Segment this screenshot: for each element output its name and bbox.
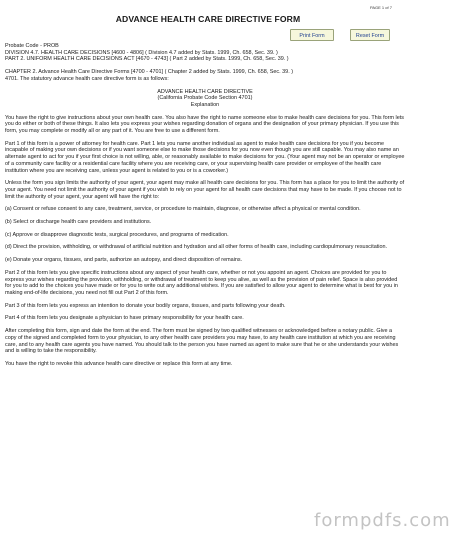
list-item-e: (e) Donate your organs, tissues, and parts, authorize an autopsy, and direct disposition of remains. <box>5 257 243 264</box>
list-item-b: (b) Select or discharge health care providers and institutions. <box>5 219 152 226</box>
page-number: PAGE 1 of 7 <box>370 5 392 10</box>
paragraph: You have the right to give instructions about your own health care. You also have the right to name someone else to make health care decisions for you. This form lets you do either or both of these things. It also lets you express your wishes regarding donation of organs and the designation of your primary physician. If you use this form, you may complete or modify all or any part of it. You are free to use a different form. <box>5 114 404 135</box>
form-heading-section: (California Probate Code Section 4701) <box>157 95 253 102</box>
paragraph: Part 2 of this form lets you give specific instructions about any aspect of your health care, whether or not you appoint an agent. Choices are provided for you to express your wishes regarding the provision, withholding, or withdrawal of treatment to keep you alive, as well as the provision of pain relief. Space is also provided for you to add to the choices you have made or for you to write out any additional wishes. If you are satisfied to allow your agent to determine what is best for you in making end-of-life decisions, you need not fill out Part 2 of this form. <box>5 269 398 296</box>
paragraph: After completing this form, sign and date the form at the end. The form must be signed by two qualified witnesses or acknowledged before a notary public. Give a copy of the signed and completed form to your physician, to any other health care providers you may have, to any health care institution at which you are receiving care, and to any health care agents you have named. You should talk to the person you have named as agent to make sure that he or she understands your wishes and is willing to take the responsibility. <box>5 328 399 355</box>
citation-part: PART 2. UNIFORM HEALTH CARE DECISIONS ACT [4670 - 4743] ( Part 2 added by Stats. 1999, Ch. 658, Sec. 39. ) <box>5 56 289 63</box>
form-heading-title: ADVANCE HEALTH CARE DIRECTIVE <box>157 88 253 95</box>
form-heading-explanation: Explanation <box>190 101 220 108</box>
list-item-d: (d) Direct the provision, withholding, or withdrawal of artificial nutrition and hydration and all other forms of health care, including cardiopulmonary resuscitation. <box>5 244 388 251</box>
list-item-a: (a) Consent or refuse consent to any care, treatment, service, or procedure to maintain, diagnose, or otherwise affect a physical or mental condition. <box>5 206 361 213</box>
reset-form-button[interactable]: Reset Form <box>350 29 390 41</box>
statute-chapter <box>5 69 405 82</box>
paragraph: You have the right to revoke this advance health care directive or replace this form at any time. <box>5 360 233 367</box>
paragraph: Part 4 of this form lets you designate a physician to have primary responsibility for your health care. <box>5 315 244 322</box>
watermark-logo: formpdfs.com <box>314 510 451 531</box>
document-title: ADVANCE HEALTH CARE DIRECTIVE FORM <box>115 14 301 24</box>
document-body <box>5 43 405 374</box>
paragraph: Unless the form you sign limits the authority of your agent, your agent may make all health care decisions for you. This form has a place for you to limit the authority of your agent. You need not limit the authority of your agent if you wish to rely on your agent for all health care decisions that may have to be made. If you choose not to limit the authority of your agent, your agent will have the right to: <box>5 180 405 200</box>
form-heading <box>5 89 405 109</box>
paragraph: Part 3 of this form lets you express an intention to donate your bodily organs, tissues, and parts following your death. <box>5 302 286 309</box>
citation-code: Probate Code - PROB <box>5 43 59 49</box>
list-item-c: (c) Approve or disapprove diagnostic tests, surgical procedures, and programs of medication. <box>5 231 229 238</box>
paragraph: Part 1 of this form is a power of attorney for health care. Part 1 lets you name another individual as agent to make health care decisions for you if you become incapable of making your own decisions or if you want someone else to make those decisions for you now even though you are still capable. You may also name an alternate agent to act for you if your first choice is not willing, able, or reasonably available to make decisions for you. (Your agent may not be an operator or employee of a community care facility or a residential care facility where you are receiving care, or your supervising health care provider or employee of the health care institution where you are receiving care, unless your agent is related to you or is a coworker.) <box>5 140 405 174</box>
print-form-button[interactable]: Print Form <box>290 29 334 41</box>
citation-section: 4701. The statutory advance health care directive form is as follows: <box>5 75 169 82</box>
citation-division: DIVISION 4.7. HEALTH CARE DECISIONS [4600 - 4806] ( Division 4.7 added by Stats. 1999, Ch. 658, Sec. 39. ) <box>5 49 278 56</box>
statute-citation <box>5 43 405 63</box>
citation-chapter: CHAPTER 2. Advance Health Care Directive Forms [4700 - 4701] ( Chapter 2 added by Stats. 1999, Ch. 658, Sec. 39. ) <box>5 69 294 76</box>
